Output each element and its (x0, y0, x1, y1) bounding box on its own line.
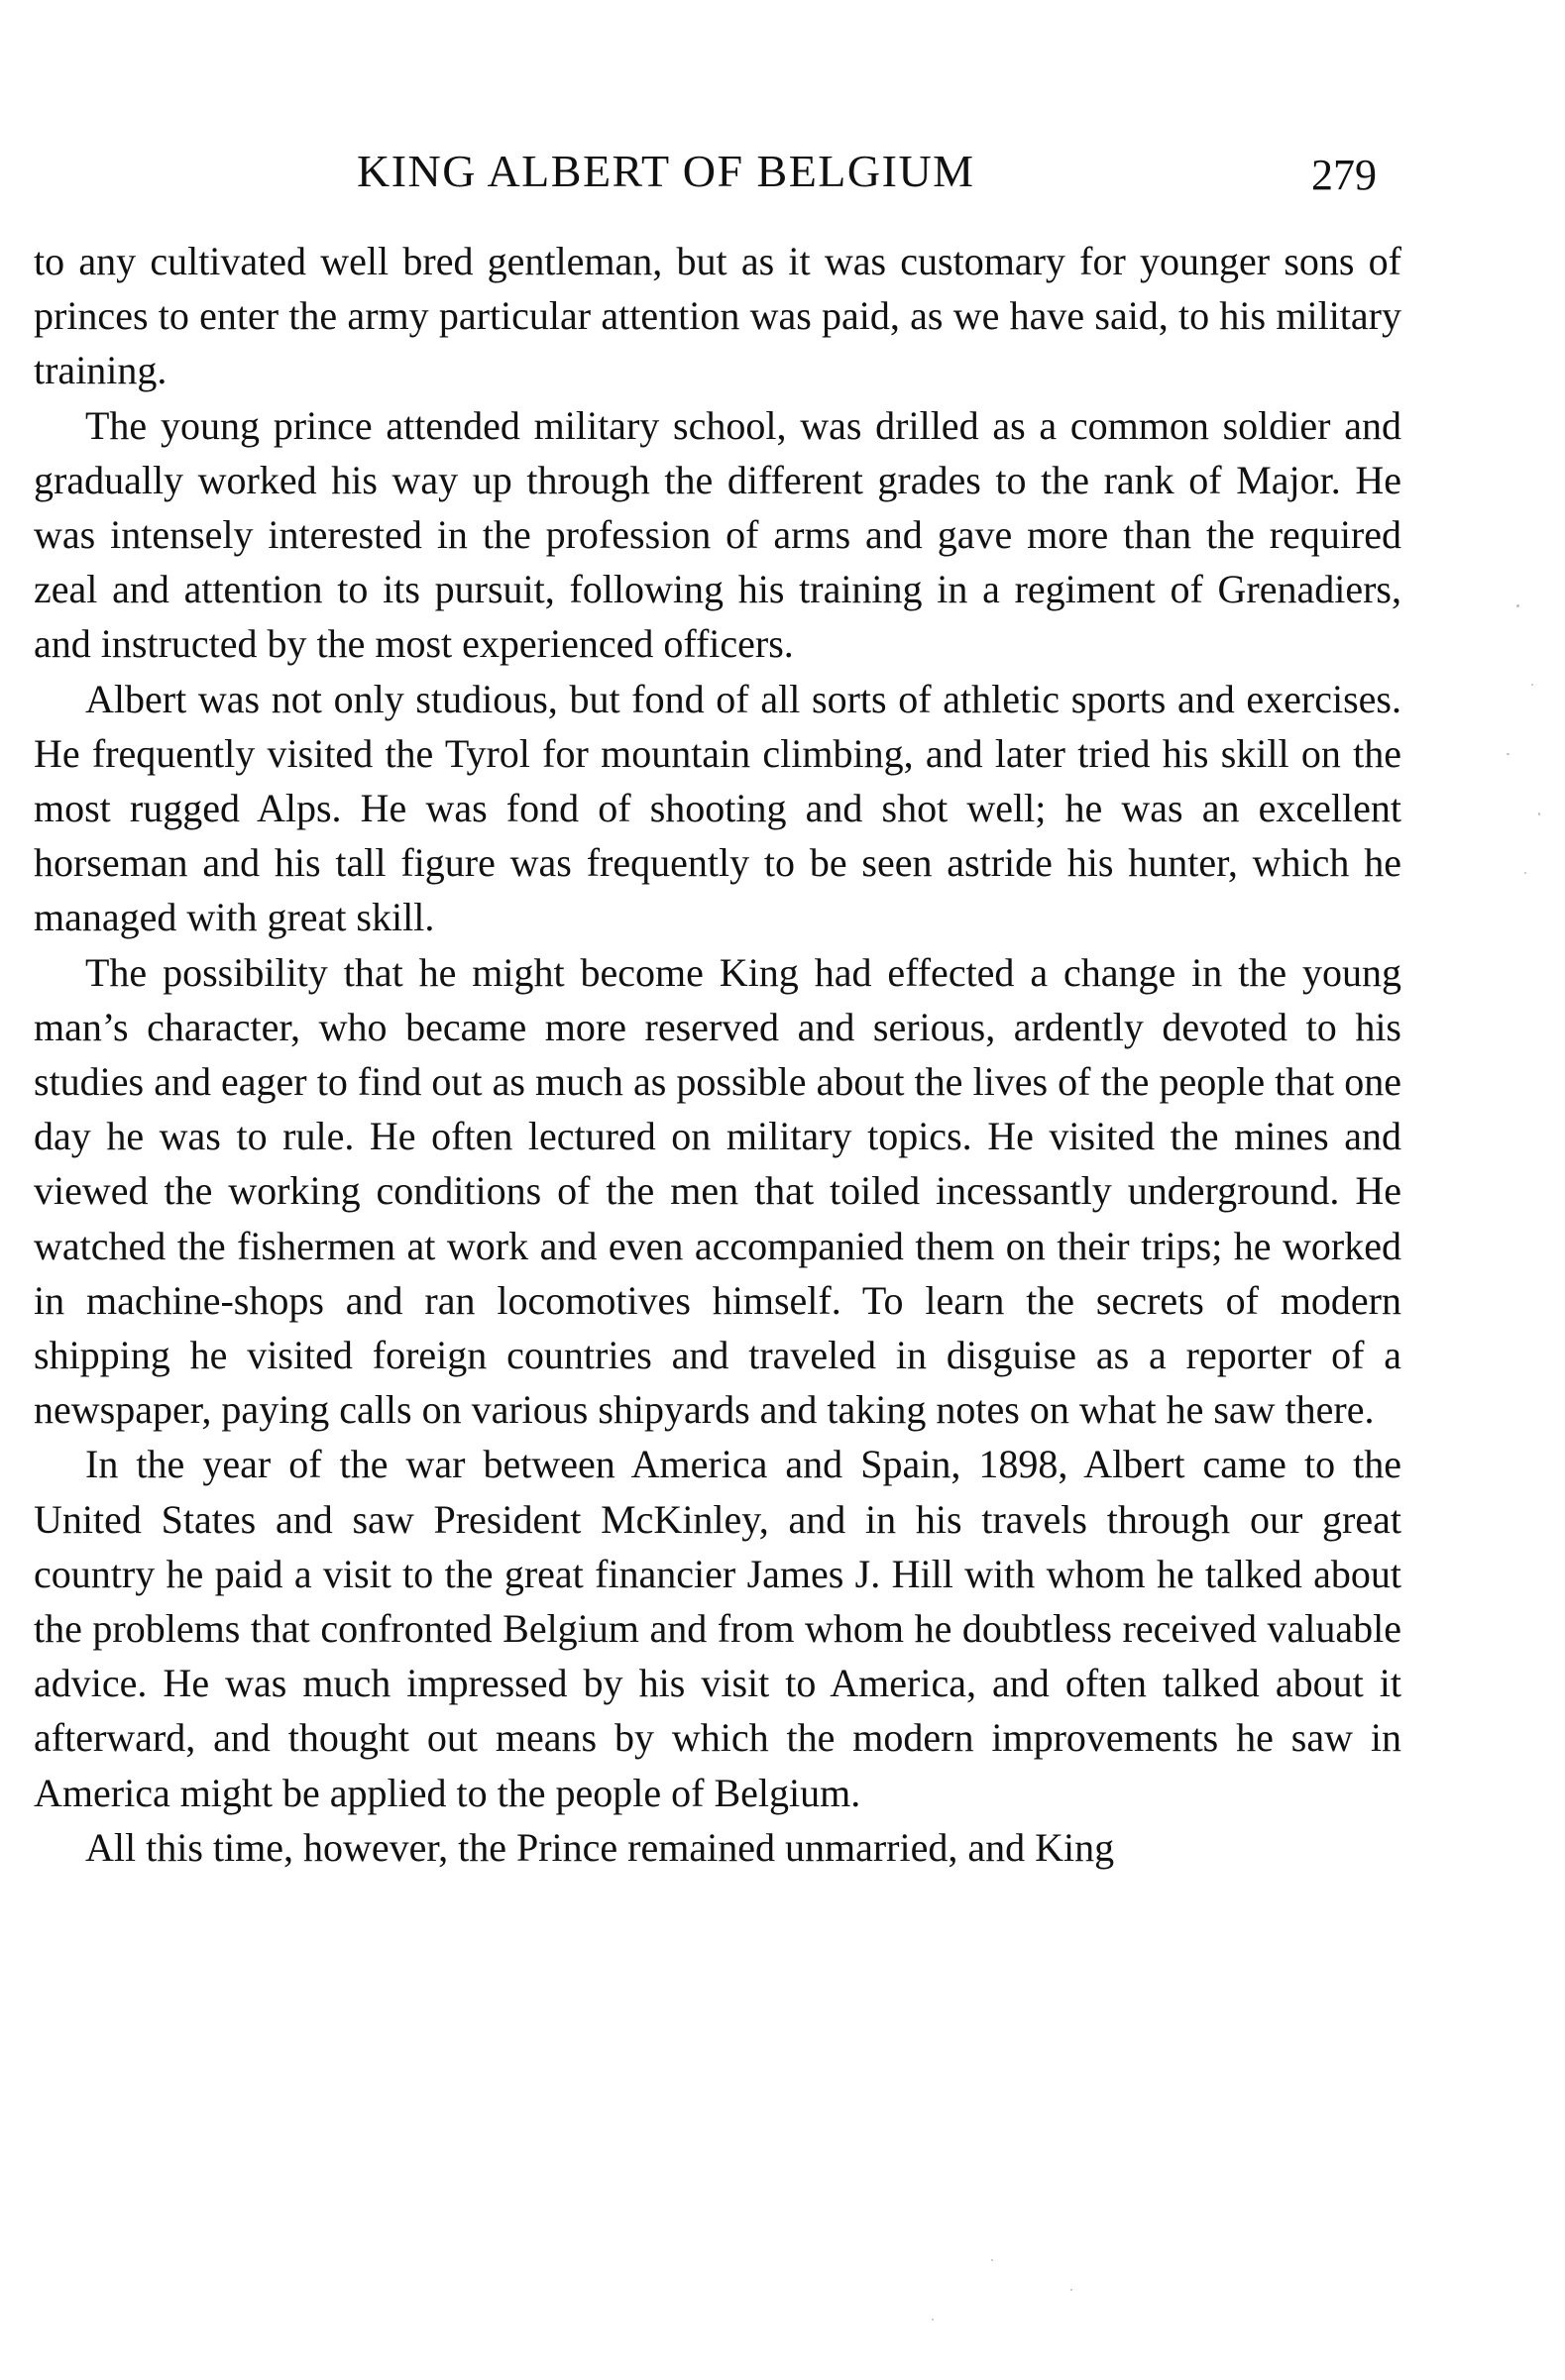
body-text (34, 234, 1401, 1875)
paragraph-america-visit: In the year of the war between America and Spain, 1898, Albert came to the United States and saw President McKinley, and in his travels through our great country he paid a visit to the great financier James J. Hill with whom he talked about the problems that confronted Belgium and from whom he doubtless received valuable advice. He was much impressed by his visit to America, and often talked about it afterward, and thought out means by which the modern improvements he saw in America might be applied to the people of Belgium. (34, 1442, 1401, 1815)
paragraph-unmarried: All this time, however, the Prince remained unmarried, and King (85, 1824, 1115, 1870)
paragraph-becoming-king: The possibility that he might become King had effected a change in the young man’s character, who became more reserved and serious, ardently devoted to his studies and eager to find out as much as possible about the lives of the people that one day he was to rule. He often lectured on military topics. He visited the mines and viewed the working conditions of the men that toiled incessantly underground. He watched the fishermen at work and even accompanied them on their trips; he worked in machine-shops and ran locomotives himself. To learn the secrets of modern shipping he visited foreign countries and traveled in disguise as a reporter of a newspaper, paying calls on various shipyards and taking notes on what he saw there. (34, 949, 1401, 1433)
page-number: 279 (1311, 151, 1377, 199)
paragraph-athletic-sports: Albert was not only studious, but fond of all sorts of athletic sports and exercises. He frequently visited the Tyrol for mountain climbing, and later tried his skill on the most rugged Alps. He was fond of shooting and shot well; he was an excellent horseman and his tall figure was frequently to be seen astride his hunter, which he managed with great skill. (34, 676, 1401, 940)
running-head: KING ALBERT OF BELGIUM (357, 146, 975, 196)
paragraph-continued: to any cultivated well bred gentleman, but as it was customary for younger sons of princes to enter the army particular attention was paid, as we have said, to his military training. (34, 239, 1401, 393)
page-header (0, 142, 1565, 201)
paragraph-military-school: The young prince attended military school, was drilled as a common soldier and gradually worked his way up through the different grades to the rank of Major. He was intensely interested in the profession of arms and gave more than the required zeal and attention to its pursuit, following his training in a regiment of Grenadiers, and instructed by the most experienced officers. (34, 402, 1401, 667)
